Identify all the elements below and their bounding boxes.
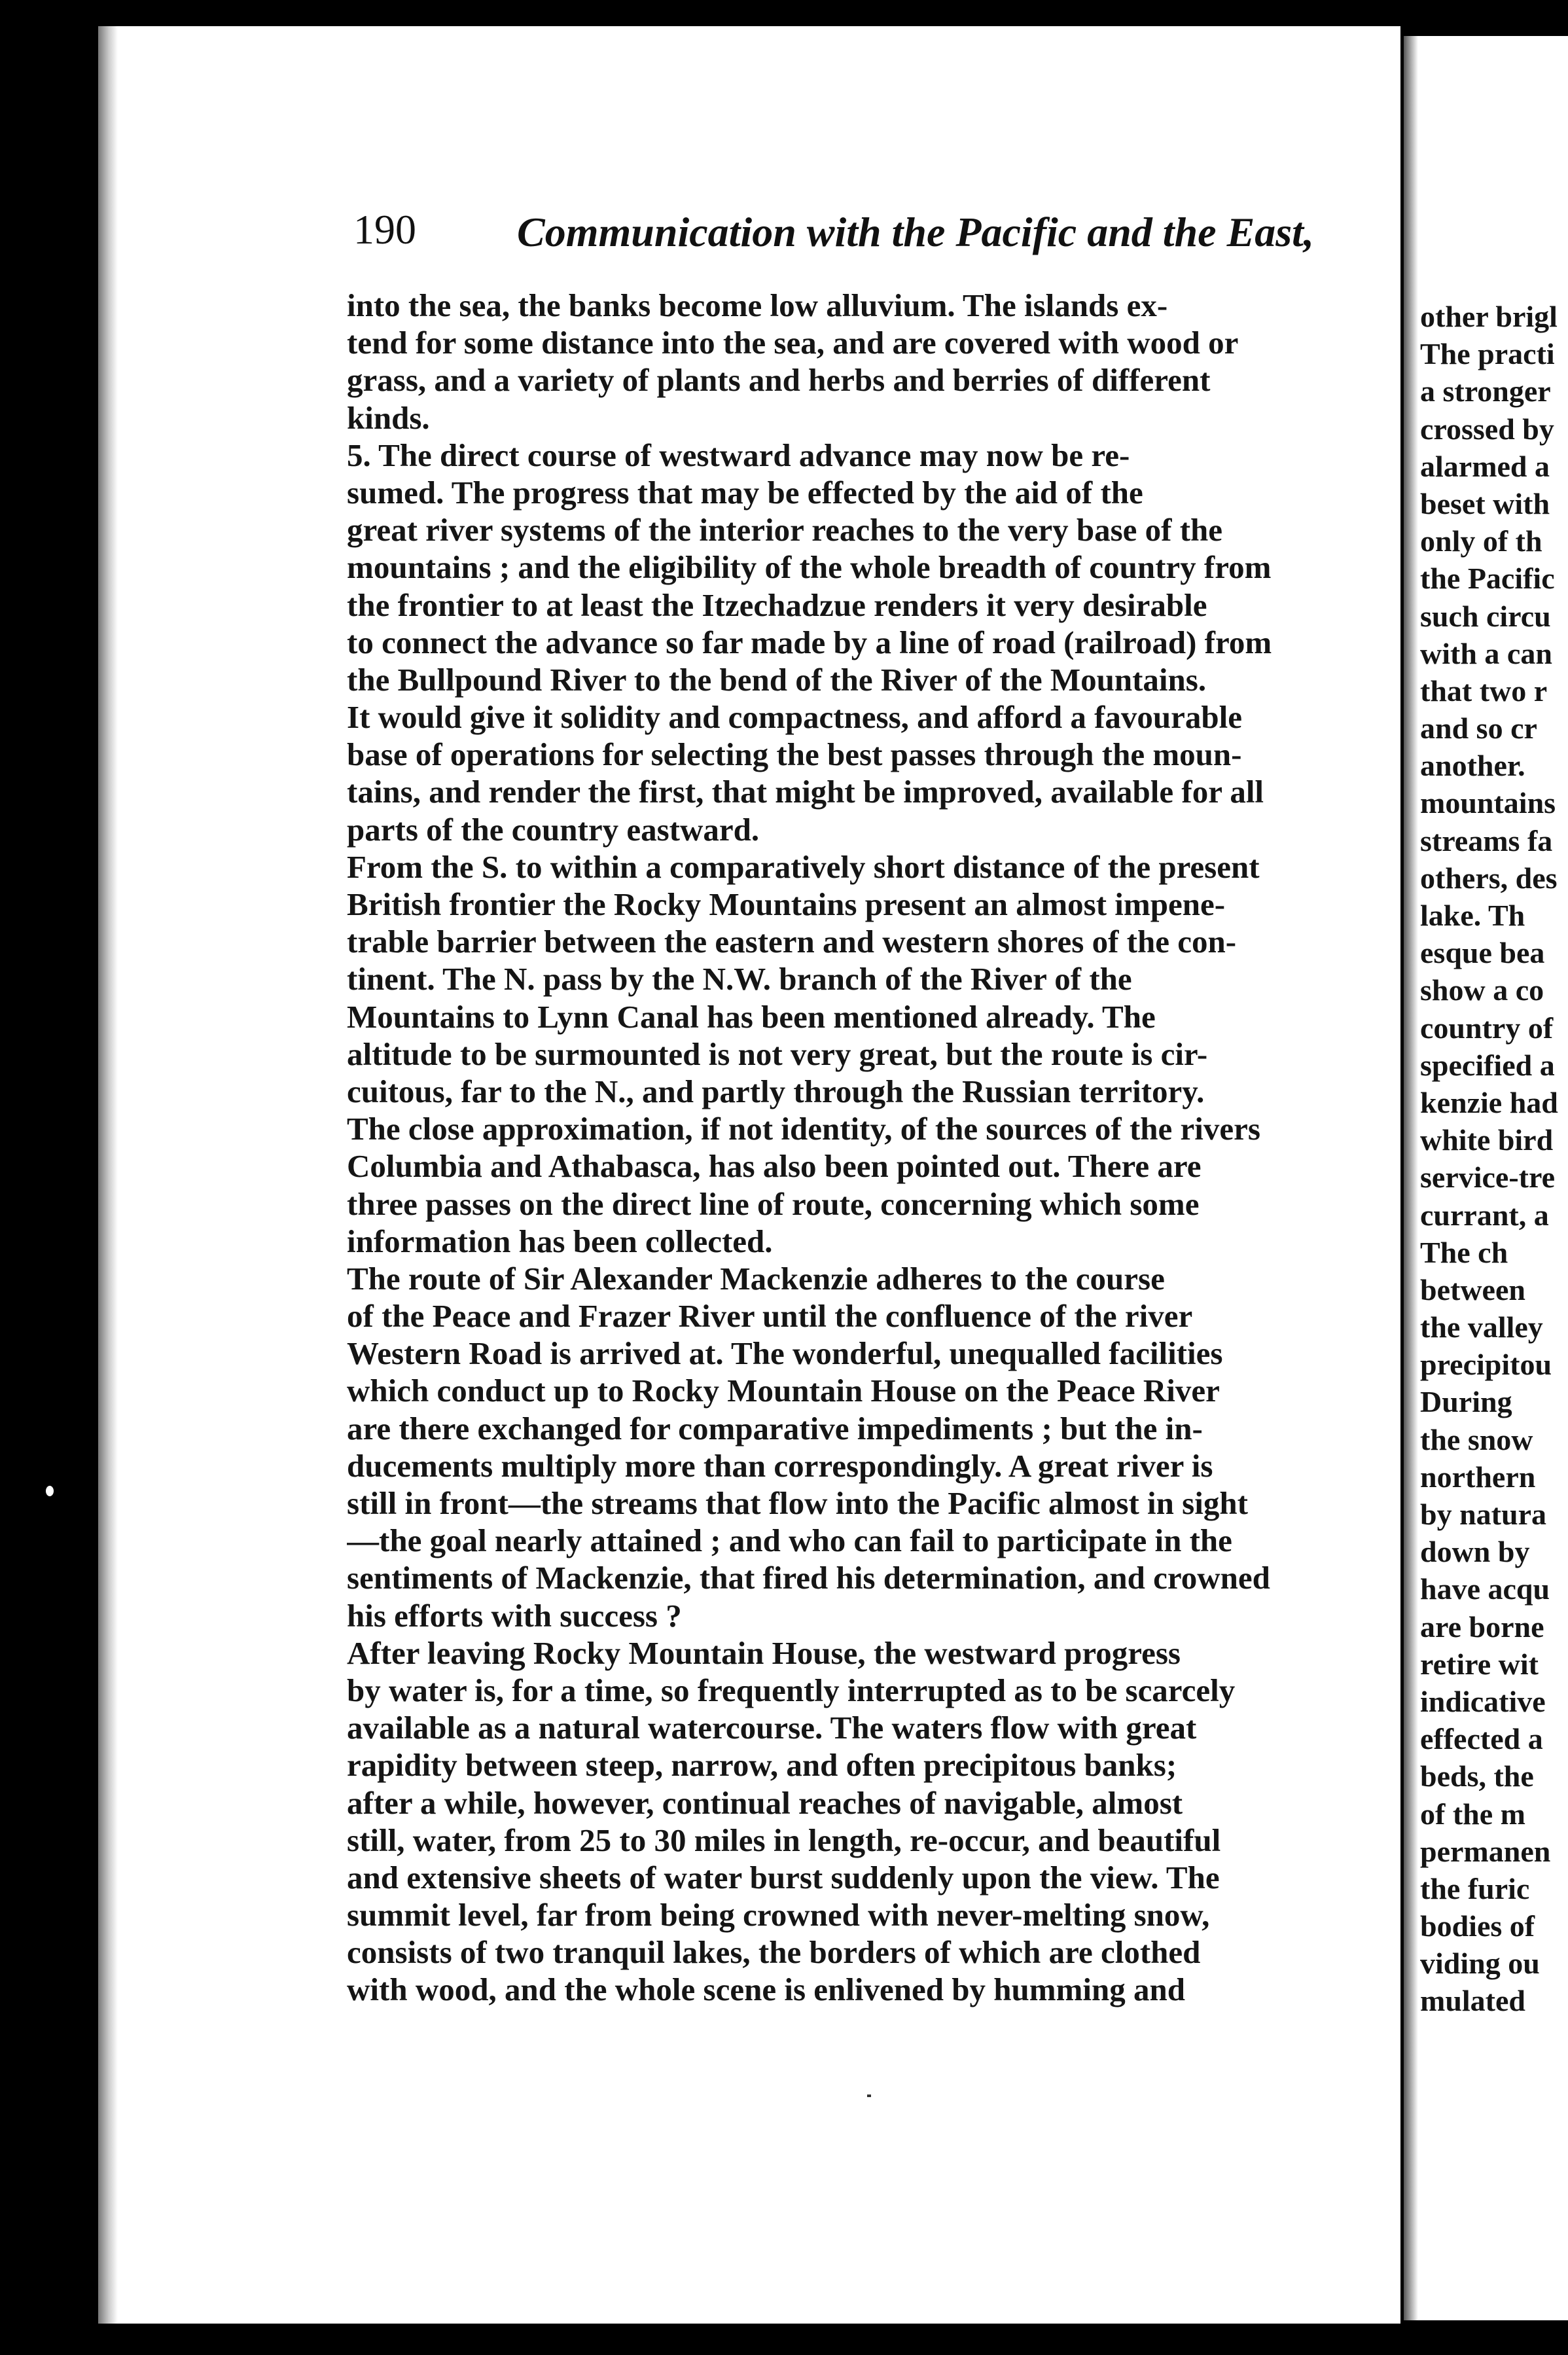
text-line: great river systems of the interior reaches to the very base of the [347,512,1223,548]
right-text-line: other brigl [1420,300,1558,333]
text-line: are there exchanged for comparative impediments ; but the in- [347,1410,1203,1447]
text-line: —the goal nearly attained ; and who can fail to participate in the [347,1522,1232,1559]
right-text-line: service-tre [1420,1160,1555,1195]
text-line: sentiments of Mackenzie, that fired his determination, and crowned [347,1560,1270,1596]
text-line: base of operations for selecting the best passes through the moun- [347,736,1242,773]
right-text-line: The ch [1420,1235,1508,1269]
right-text-line: another. [1420,749,1525,783]
text-line: summit level, far from being crowned with never-melting snow, [347,1897,1210,1933]
right-text-line: mulated [1420,1984,1525,2018]
right-text-line: streams fa [1420,823,1553,857]
binding-shadow [98,26,118,2324]
text-line: after a while, however, continual reaches of navigable, almost [347,1784,1183,1821]
text-line: available as a natural watercourse. The waters flow with great [347,1710,1197,1746]
right-text-line: kenzie had [1420,1085,1558,1119]
right-text-line: others, des [1420,861,1558,895]
right-text-line: a stronger [1420,374,1551,408]
text-line: which conduct up to Rocky Mountain House on the Peace River [347,1373,1220,1409]
right-text-line: show a co [1420,973,1544,1007]
text-line: of the Peace and Frazer River until the confluence of the river [347,1298,1193,1335]
right-text-line: esque bea [1420,936,1545,970]
text-line: altitude to be surmounted is not very great, but the route is cir- [347,1035,1208,1072]
text-line: After leaving Rocky Mountain House, the westward progress [347,1634,1181,1671]
text-line: into the sea, the banks become low alluvium. The islands ex- [347,287,1168,323]
right-text-line: the Pacific [1420,562,1555,596]
right-text-line: specified a [1420,1048,1555,1082]
right-text-line: indicative [1420,1684,1546,1718]
text-line: Western Road is arrived at. The wonderful, unequalled facilities [347,1335,1223,1372]
text-line: the frontier to at least the Itzechadzue renders it very desirable [347,586,1207,623]
text-line: with wood, and the whole scene is enlivened by humming and [347,1971,1186,2008]
right-text-line: currant, a [1420,1198,1549,1232]
right-text-line: of the m [1420,1797,1525,1831]
right-text-line: down by [1420,1535,1530,1569]
text-line: by water is, for a time, so frequently interrupted as to be scarcely [347,1672,1236,1708]
scan-mark [46,1486,54,1496]
right-text-line: with a can [1420,636,1552,670]
text-line: his efforts with success ? [347,1597,682,1634]
text-line: Mountains to Lynn Canal has been mentioned already. The [347,998,1156,1035]
right-text-line: alarmed a [1420,449,1550,483]
right-text-line: bodies of [1420,1909,1535,1943]
text-line: to connect the advance so far made by a line of road (railroad) from [347,624,1272,660]
page-header [353,196,1374,268]
right-text-line: and so cr [1420,711,1537,746]
text-line: three passes on the direct line of route, concerning which some [347,1185,1200,1222]
text-line: ducements multiply more than correspondingly. A great river is [347,1447,1213,1484]
right-page-text [1420,298,1568,2020]
right-text-line: the snow [1420,1422,1533,1456]
body-text [347,287,1342,2067]
gutter-shadow [1404,36,1418,2320]
text-line: and extensive sheets of water burst suddenly upon the view. The [347,1859,1220,1896]
right-text-line: permanen [1420,1834,1551,1868]
text-line: parts of the country eastward. [347,811,760,848]
text-line: information has been collected. [347,1223,773,1259]
text-line: tains, and render the first, that might be improved, available for all [347,774,1264,810]
text-line: Columbia and Athabasca, has also been pointed out. There are [347,1148,1202,1185]
text-line: It would give it solidity and compactness, and afford a favourable [347,699,1243,736]
right-text-line: are borne [1420,1609,1544,1644]
right-text-line: beset with [1420,486,1550,520]
text-line: still, water, from 25 to 30 miles in length, re-occur, and beautiful [347,1822,1221,1858]
running-title: Communication with the Pacific and the East, [517,209,1314,255]
right-text-line: the furic [1420,1871,1530,1905]
text-line: From the S. to within a comparatively short distance of the present [347,848,1260,885]
right-text-line: northern [1420,1460,1536,1494]
right-text-line: effected a [1420,1722,1543,1756]
text-line: tinent. The N. pass by the N.W. branch of the River of the [347,961,1132,998]
text-line: grass, and a variety of plants and herbs and berries of different [347,362,1211,399]
page-number: 190 [353,206,416,253]
right-text-line: precipitou [1420,1348,1552,1382]
text-line: British frontier the Rocky Mountains present an almost impene- [347,886,1226,922]
right-text-line: the valley [1420,1310,1543,1344]
right-text-line: have acqu [1420,1572,1550,1606]
text-line: tend for some distance into the sea, and are covered with wood or [347,325,1239,361]
right-text-line: mountains [1420,786,1556,820]
text-line: sumed. The progress that may be effected by the aid of the [347,474,1143,511]
right-text-line: lake. Th [1420,899,1525,932]
right-text-line: During [1420,1385,1512,1419]
right-text-line: only of th [1420,524,1542,558]
right-text-line: white bird [1420,1123,1554,1157]
right-text-line: The practi [1420,337,1555,371]
right-text-line: between [1420,1272,1525,1306]
text-line: 5. The direct course of westward advance may now be re- [347,437,1130,473]
text-line: The route of Sir Alexander Mackenzie adheres to the course [347,1260,1165,1297]
right-text-line: that two r [1420,674,1548,708]
right-text-line: retire wit [1420,1647,1539,1681]
text-line: trable barrier between the eastern and western shores of the con- [347,924,1237,960]
text-line: the Bullpound River to the bend of the River of the Mountains. [347,661,1207,698]
text-line: The close approximation, if not identity, of the sources of the rivers [347,1111,1260,1147]
ink-speck [867,2094,871,2097]
right-text-line: viding ou [1420,1947,1540,1981]
text-line: rapidity between steep, narrow, and often precipitous banks; [347,1747,1177,1784]
right-text-line: country of [1420,1011,1554,1045]
text-line: mountains ; and the eligibility of the whole breadth of country from [347,549,1272,586]
text-line: still in front—the streams that flow into the Pacific almost in sight [347,1485,1248,1521]
right-text-line: beds, the [1420,1759,1534,1793]
right-text-line: by natura [1420,1498,1546,1531]
right-text-line: such circu [1420,599,1551,633]
text-line: kinds. [347,399,430,436]
right-text-line: crossed by [1420,412,1554,446]
text-line: consists of two tranquil lakes, the borders of which are clothed [347,1934,1201,1971]
text-line: cuitous, far to the N., and partly through the Russian territory. [347,1073,1205,1109]
